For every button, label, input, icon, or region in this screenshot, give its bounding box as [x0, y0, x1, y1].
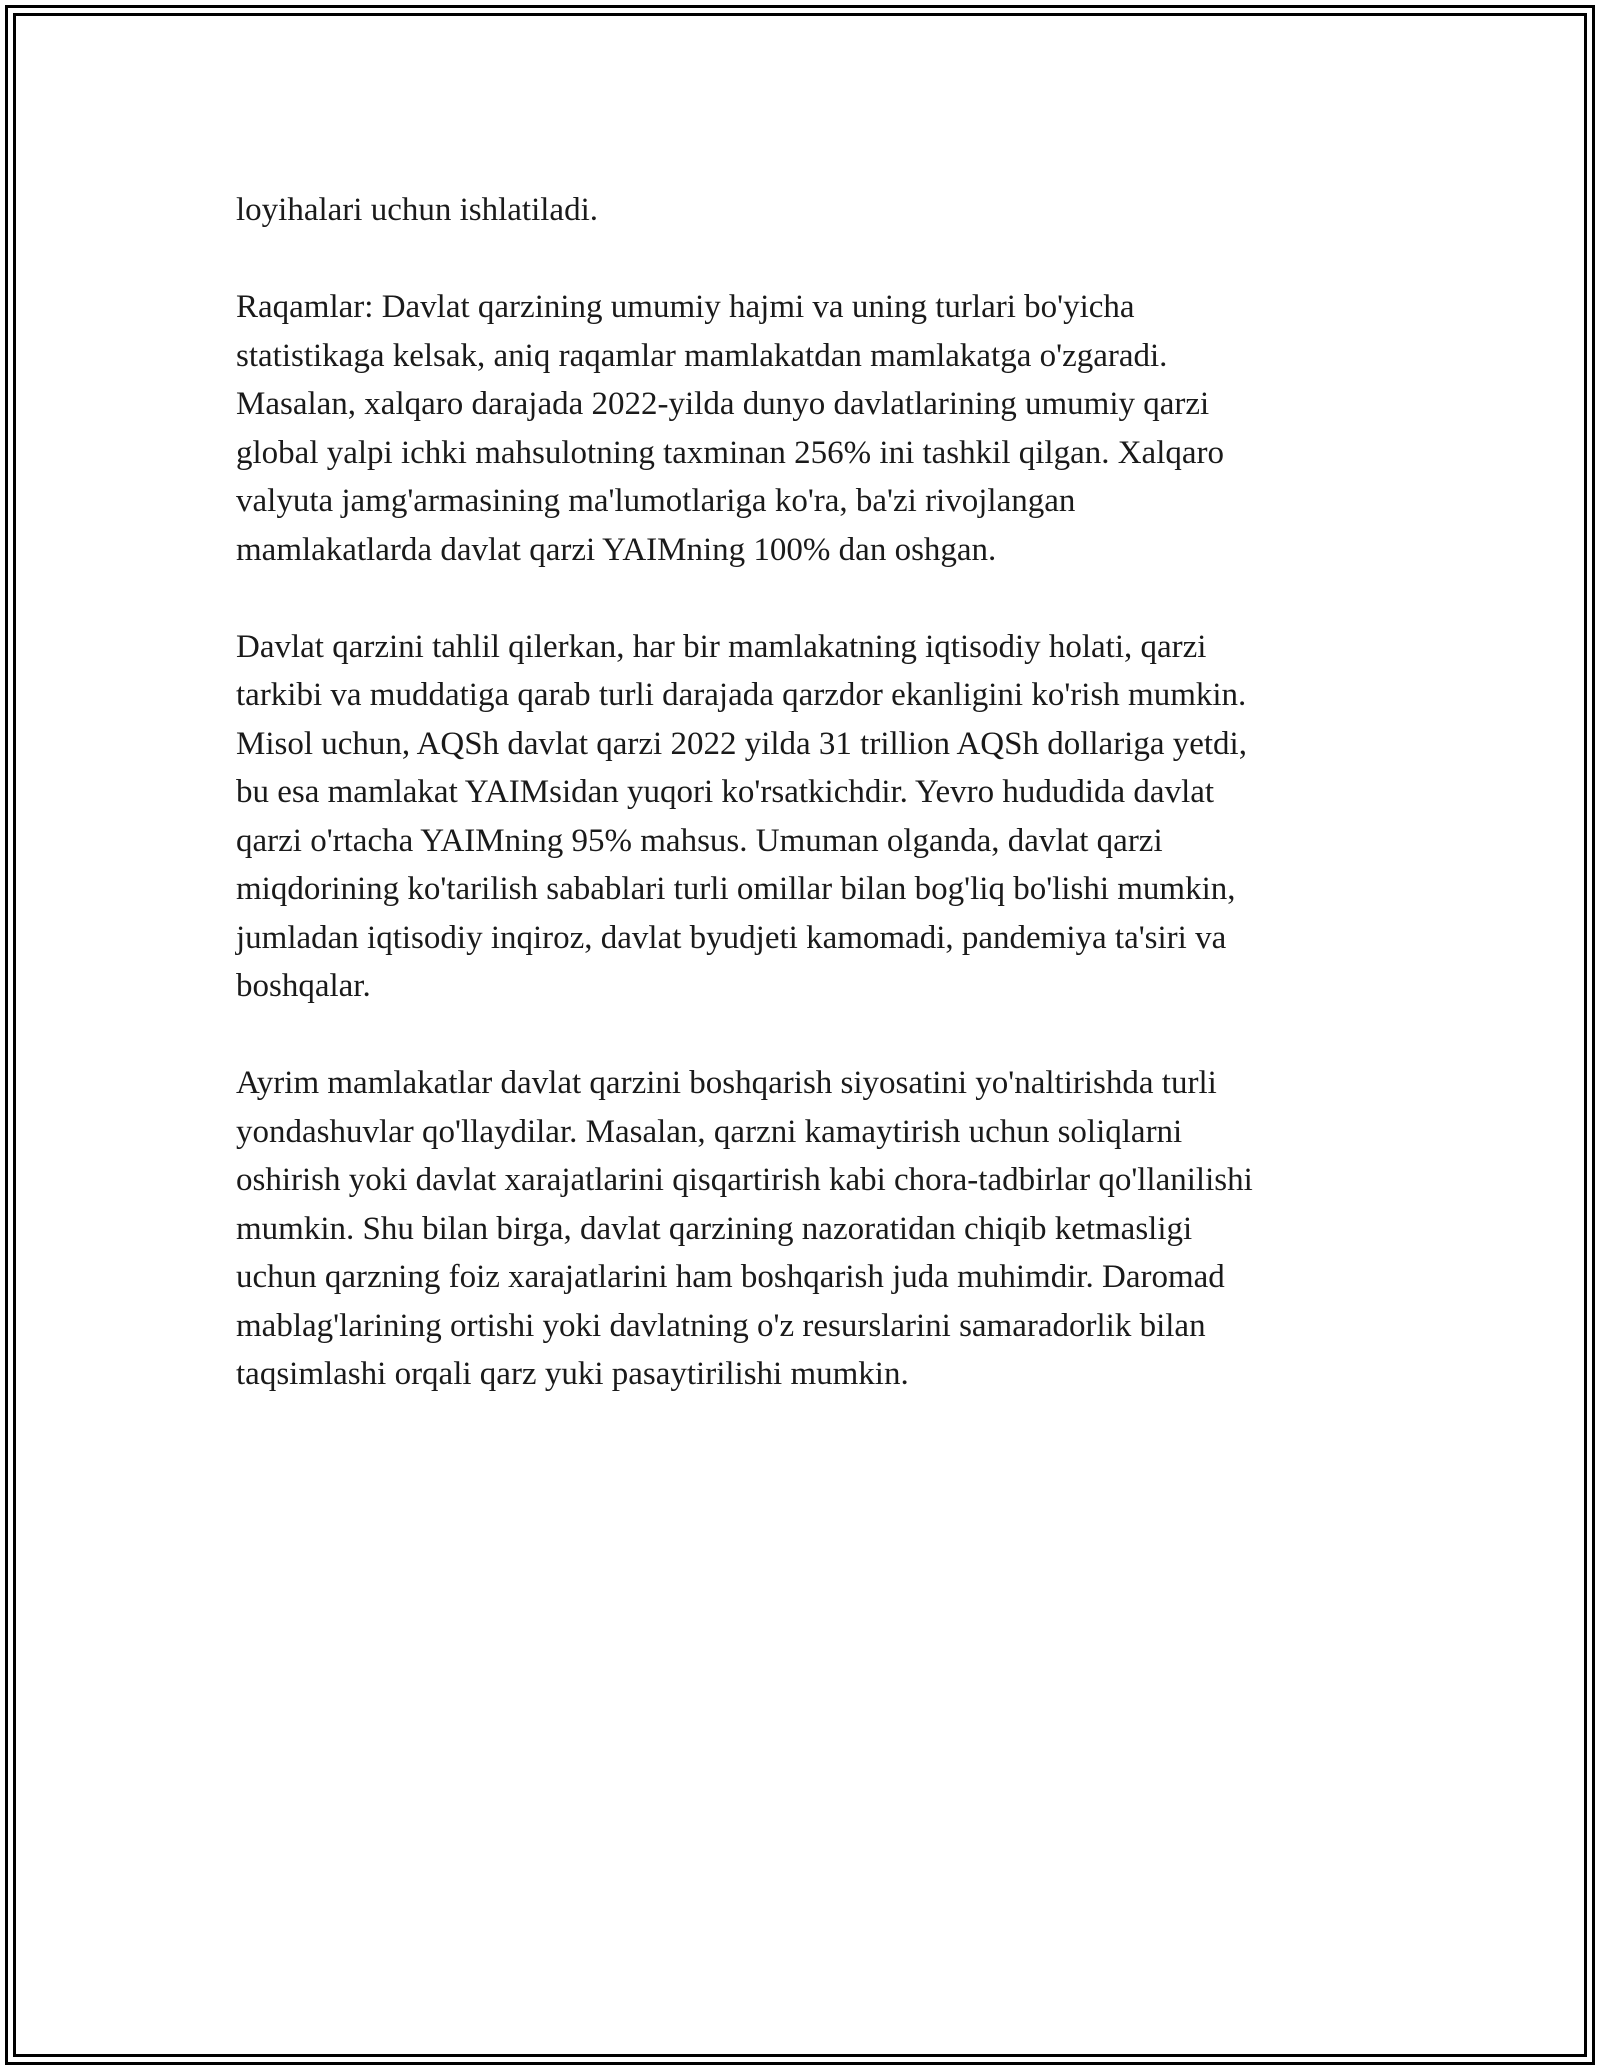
document-body — [236, 186, 1386, 1447]
paragraph-statistics: Raqamlar: Davlat qarzining umumiy hajmi va uning turlari bo'yicha statistikaga kelsak, aniq raqamlar mamlakatdan mamlakatga o'zgaradi. Masalan, xalqaro darajada 2022-yilda dunyo davlatlarining umumiy qarzi global yalpi ichki mahsulotning taxminan 256% ini tashkil qilgan. Xalqaro valyuta jamg'armasining ma'lumotlariga ko'ra, ba'zi rivojlangan mamlakatlarda davlat qarzi YAIMning 100% dan oshgan. — [236, 289, 1225, 568]
paragraph-continuation: loyihalari uchun ishlatiladi. — [236, 192, 599, 228]
paragraph-debt-analysis: Davlat qarzini tahlil qilerkan, har bir mamlakatning iqtisodiy holati, qarzi tarkibi va muddatiga qarab turli darajada qarzdor ekanligini ko'rish mumkin. Misol uchun, AQSh davlat qarzi 2022 yilda 31 trillion AQSh dollariga yetdi, bu esa mamlakat YAIMsidan yuqori ko'rsatkichdir. Yevro hududida davlat qarzi o'rtacha YAIMning 95% mahsus. Umuman olganda, davlat qarzi miqdorining ko'tarilish sabablari turli omillar bilan bog'liq bo'lishi mumkin, jumladan iqtisodiy inqiroz, davlat byudjeti kamomadi, pandemiya ta'siri va boshqalar. — [236, 628, 1247, 1004]
paragraph-debt-management: Ayrim mamlakatlar davlat qarzini boshqarish siyosatini yo'naltirishda turli yondashuvlar qo'llaydilar. Masalan, qarzni kamaytirish uchun soliqlarni oshirish yoki davlat xarajatlarini qisqartirish kabi chora-tadbirlar qo'llanilishi mumkin. Shu bilan birga, davlat qarzining nazoratidan chiqib ketmasligi uchun qarzning foiz xarajatlarini ham boshqarish juda muhimdir. Daromad mablag'larining ortishi yoki davlatning o'z resurslarini samaradorlik bilan taqsimlashi orqali qarz yuki pasaytirilishi mumkin. — [236, 1065, 1253, 1392]
